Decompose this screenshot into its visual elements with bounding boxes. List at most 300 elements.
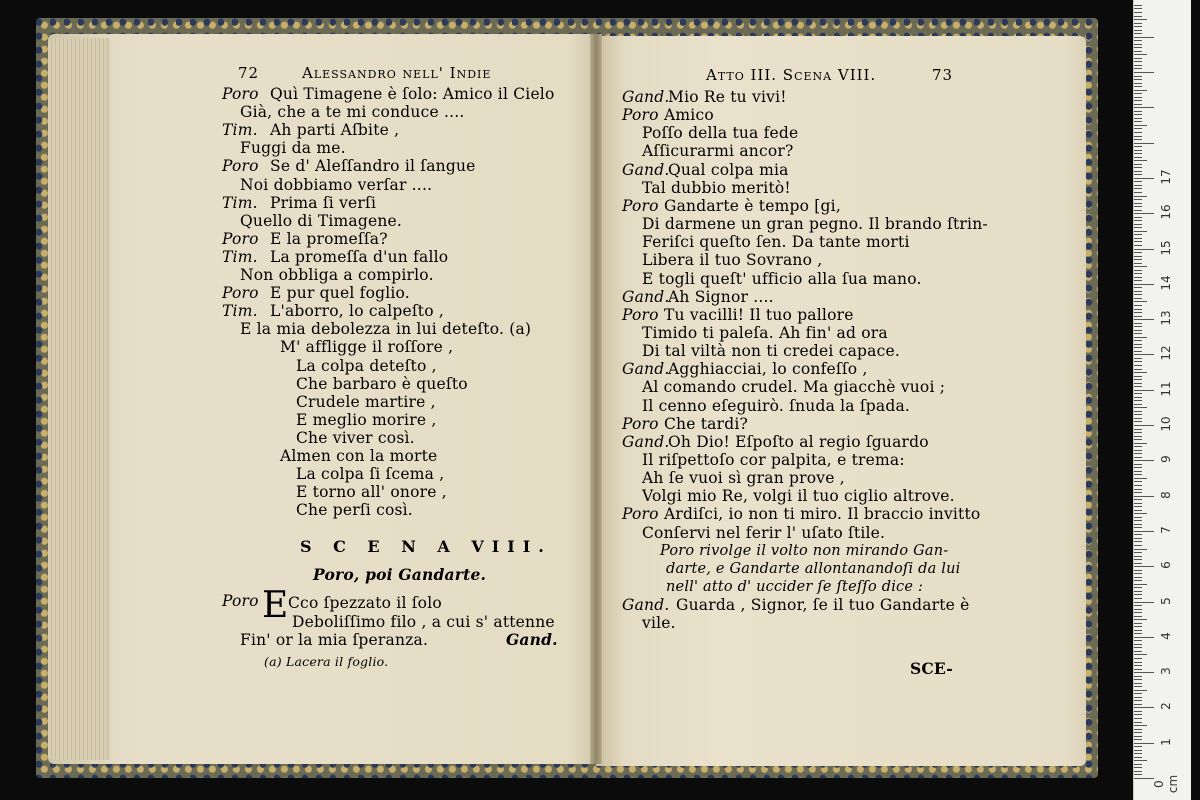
ruler-tick (1134, 492, 1142, 493)
aria-line: La colpa deteſto , (296, 357, 437, 375)
ruler-tick (1134, 238, 1142, 239)
ruler-tick (1134, 326, 1142, 327)
ruler-tick (1134, 700, 1142, 701)
ruler-tick (1134, 771, 1142, 772)
dialogue-line: Timido ti paleſa. Ah fin' ad ora (642, 324, 888, 342)
ruler-tick (1134, 323, 1142, 324)
ruler-tick (1134, 443, 1147, 444)
ruler-tick (1134, 213, 1154, 214)
dialogue-line: Libera il tuo Sovrano , (642, 251, 823, 269)
speaker-label: Poro (222, 85, 259, 103)
ruler-tick (1134, 559, 1142, 560)
ruler-tick (1134, 160, 1147, 161)
aria-line: E torno all' onore , (296, 483, 447, 501)
ruler-label: 17 (1159, 169, 1173, 185)
page-number-left: 72 (238, 64, 260, 82)
ruler-tick (1134, 8, 1142, 9)
ruler-tick (1134, 513, 1147, 514)
aria-line: M' affligge il roſſore , (280, 338, 454, 356)
ruler-tick (1134, 347, 1142, 348)
dialogue-line: Il riſpettoſo cor palpita, e trema: (642, 451, 905, 469)
ruler-tick (1134, 510, 1142, 511)
ruler-tick (1134, 591, 1142, 592)
ruler-tick (1134, 44, 1142, 45)
speaker-label: Gand. (622, 433, 670, 451)
ruler-tick (1134, 397, 1142, 398)
dialogue-line: Agghiacciai, lo confeſſo , (668, 360, 868, 378)
ruler-tick (1134, 605, 1142, 606)
ruler-tick (1134, 672, 1154, 673)
ruler-tick (1134, 72, 1154, 73)
ruler-tick (1134, 139, 1142, 140)
ruler-tick (1134, 61, 1142, 62)
ruler-tick (1134, 503, 1142, 504)
page-edges (48, 38, 110, 760)
ruler-tick (1134, 340, 1142, 341)
ruler-tick (1134, 425, 1154, 426)
ruler-tick (1134, 598, 1142, 599)
ruler-tick (1134, 626, 1142, 627)
ruler-tick (1134, 280, 1142, 281)
ruler-tick (1134, 241, 1142, 242)
ruler-tick (1134, 68, 1142, 69)
ruler-label: 4 (1159, 632, 1173, 640)
speaker-label: Poro (222, 284, 259, 302)
ruler-label: 2 (1159, 702, 1173, 710)
ruler-label: 5 (1159, 597, 1173, 605)
ruler-tick (1134, 132, 1142, 133)
ruler-tick (1134, 647, 1142, 648)
ruler-tick (1134, 722, 1142, 723)
aria-line: Che barbaro è queſto (296, 375, 468, 393)
ruler-tick (1134, 330, 1142, 331)
ruler-tick (1134, 16, 1142, 17)
ruler-tick (1134, 517, 1142, 518)
aria-line: Che viver così. (296, 429, 415, 447)
ruler-tick (1134, 337, 1147, 338)
ruler-tick (1134, 93, 1142, 94)
ruler-tick (1134, 23, 1142, 24)
ruler-label: 3 (1159, 667, 1173, 675)
dialogue-line: Gandarte è tempo [gi, (664, 197, 841, 215)
ruler-tick (1134, 651, 1142, 652)
dialogue-line: E la mia debolezza in lui deteſto. (a) (240, 320, 532, 338)
ruler-tick (1134, 767, 1142, 768)
ruler-tick (1134, 344, 1142, 345)
ruler-tick (1134, 552, 1142, 553)
dialogue-line: Poſſo della tua fede (642, 124, 799, 142)
ruler-tick (1134, 181, 1142, 182)
ruler-tick (1134, 531, 1154, 532)
ruler-tick (1134, 665, 1142, 666)
ruler-tick (1134, 499, 1142, 500)
dialogue-line: Fin' or la mia ſperanza. (240, 631, 429, 649)
dialogue-line: E togli queſt' ufficio alla ſua mano. (642, 270, 922, 288)
ruler-tick (1134, 760, 1147, 761)
ruler-tick (1134, 743, 1154, 744)
ruler-tick (1134, 541, 1142, 542)
dialogue-line: Non obbliga a compirlo. (240, 266, 434, 284)
ruler-label: 15 (1159, 240, 1173, 256)
ruler-tick (1134, 602, 1154, 603)
ruler-tick (1134, 757, 1142, 758)
ruler-tick (1134, 273, 1142, 274)
ruler-tick (1134, 12, 1142, 13)
speaker-label: Poro (622, 106, 659, 124)
ruler-tick (1134, 386, 1142, 387)
ruler-tick (1134, 616, 1142, 617)
dialogue-line: vile. (642, 614, 676, 632)
ruler-tick (1134, 676, 1142, 677)
dialogue-line: Aſſicurarmi ancor? (642, 142, 794, 160)
dialogue-line: Prima ſi verſi (270, 194, 377, 212)
ruler-tick (1134, 97, 1142, 98)
ruler-tick (1134, 351, 1142, 352)
ruler-tick (1134, 107, 1154, 108)
dialogue-line: La promeſſa d'un fallo (270, 248, 449, 266)
ruler-tick (1134, 496, 1154, 497)
measuring-ruler (1133, 0, 1191, 800)
dialogue-line: Ah parti Aſbite , (270, 121, 400, 139)
ruler-tick (1134, 474, 1142, 475)
ruler-tick (1134, 432, 1142, 433)
ruler-tick (1134, 47, 1142, 48)
ruler-tick (1134, 446, 1142, 447)
ruler-tick (1134, 707, 1154, 708)
ruler-tick (1134, 19, 1147, 20)
ruler-tick (1134, 662, 1142, 663)
ruler-tick (1134, 457, 1142, 458)
ruler-tick (1134, 718, 1142, 719)
aria-line: E meglio morire , (296, 411, 437, 429)
ruler-tick (1134, 305, 1142, 306)
ruler-tick (1134, 520, 1142, 521)
ruler-tick (1134, 157, 1142, 158)
ruler-tick (1134, 467, 1142, 468)
speaker-label: Tim. (222, 194, 258, 212)
drop-capital: E (262, 585, 289, 626)
ruler-tick (1134, 291, 1142, 292)
ruler-tick (1134, 481, 1142, 482)
page-number-right: 73 (932, 66, 954, 84)
ruler-tick (1134, 136, 1142, 137)
ruler-tick (1134, 294, 1142, 295)
ruler-tick (1134, 37, 1154, 38)
stage-direction: darte, e Gandarte allontanandoſi da lui (666, 561, 961, 577)
ruler-tick (1134, 79, 1142, 80)
ruler-tick (1134, 358, 1142, 359)
ruler-tick (1134, 287, 1142, 288)
speaker-label: Tim. (222, 121, 258, 139)
dialogue-line: Ardiſci, io non ti miro. Il braccio invitto (664, 505, 981, 523)
ruler-tick (1134, 418, 1142, 419)
ruler-tick (1134, 729, 1142, 730)
ruler-tick (1134, 527, 1142, 528)
ruler-tick (1134, 125, 1147, 126)
dialogue-line: E pur quel foglio. (270, 284, 410, 302)
ruler-tick (1134, 128, 1142, 129)
ruler-tick (1134, 478, 1147, 479)
dialogue-line: Al comando crudel. Ma giacchè vuoi ; (642, 378, 946, 396)
ruler-tick (1134, 114, 1142, 115)
ruler-tick (1134, 471, 1142, 472)
ruler-tick (1134, 199, 1142, 200)
ruler-tick (1134, 390, 1154, 391)
ruler-tick (1134, 563, 1142, 564)
ruler-tick (1134, 489, 1142, 490)
ruler-tick (1134, 619, 1147, 620)
ruler-tick (1134, 697, 1142, 698)
ruler-label: 1 (1159, 738, 1173, 746)
ruler-tick (1134, 746, 1142, 747)
ruler-tick (1134, 58, 1142, 59)
ruler-tick (1134, 90, 1147, 91)
dialogue-line: Che tardi? (664, 415, 749, 433)
speaker-label: Gand. (622, 161, 670, 179)
ruler-tick (1134, 580, 1142, 581)
ruler-tick (1134, 298, 1142, 299)
ruler-label: 16 (1159, 204, 1173, 220)
ruler-tick (1134, 538, 1142, 539)
ruler-tick (1134, 573, 1142, 574)
ruler-tick (1134, 450, 1142, 451)
book-gutter (590, 34, 602, 764)
ruler-tick (1134, 210, 1142, 211)
ruler-tick (1134, 485, 1142, 486)
ruler-tick (1134, 153, 1142, 154)
ruler-tick (1134, 167, 1142, 168)
speaker-label: Poro (622, 197, 659, 215)
ruler-label: 10 (1159, 416, 1173, 432)
ruler-tick (1134, 316, 1142, 317)
ruler-label: 11 (1159, 381, 1173, 397)
ruler-tick (1134, 506, 1142, 507)
speaker-label: Tim. (222, 302, 258, 320)
ruler-tick (1134, 284, 1154, 285)
ruler-tick (1134, 594, 1142, 595)
ruler-tick (1134, 725, 1147, 726)
ruler-tick (1134, 224, 1142, 225)
ruler-tick (1134, 270, 1142, 271)
dialogue-line: Volgi mio Re, volgi il tuo ciglio altrove. (642, 487, 955, 505)
ruler-tick (1134, 146, 1142, 147)
ruler-tick (1134, 361, 1142, 362)
ruler-tick (1134, 584, 1147, 585)
ruler-tick (1134, 65, 1142, 66)
ruler-tick (1134, 411, 1142, 412)
ruler-tick (1134, 86, 1142, 87)
dialogue-line: Se d' Aleſſandro il ſangue (270, 157, 476, 175)
ruler-tick (1134, 54, 1147, 55)
ruler-tick (1134, 711, 1142, 712)
dialogue-line: Ah Signor .... (668, 288, 774, 306)
running-head-left: Alessandro nell' Indie (302, 64, 492, 82)
ruler-tick (1134, 206, 1142, 207)
ruler-tick (1134, 570, 1142, 571)
ruler-tick (1134, 421, 1142, 422)
dialogue-line: E la promeſſa? (270, 230, 388, 248)
ruler-tick (1134, 192, 1142, 193)
ruler-tick (1134, 714, 1142, 715)
ruler-tick (1134, 693, 1142, 694)
ruler-label: 0 cm (1152, 774, 1180, 794)
dialogue-line: Feriſci queſto ſen. Da tante morti (642, 233, 910, 251)
ruler-tick (1134, 249, 1154, 250)
dialogue-line: L'aborro, lo calpeſto , (270, 302, 444, 320)
ruler-tick (1134, 171, 1142, 172)
dialogue-line: Già, che a te mi conduce .... (240, 103, 465, 121)
ruler-tick (1134, 174, 1142, 175)
ruler-tick (1134, 277, 1142, 278)
speaker-label: Poro (622, 415, 659, 433)
ruler-tick (1134, 220, 1142, 221)
aria-line: Crudele martire , (296, 393, 436, 411)
dialogue-line: Tal dubbio meritò! (642, 179, 791, 197)
ruler-tick (1134, 400, 1142, 401)
aria-line: La colpa ſi ſcema , (296, 465, 445, 483)
ruler-tick (1134, 354, 1154, 355)
ruler-tick (1134, 185, 1142, 186)
dialogue-line: Di tal viltà non ti credei capace. (642, 342, 900, 360)
ruler-tick (1134, 753, 1142, 754)
ruler-tick (1134, 245, 1142, 246)
ruler-tick (1134, 51, 1142, 52)
ruler-tick (1134, 369, 1142, 370)
ruler-tick (1134, 633, 1142, 634)
ruler-tick (1134, 640, 1142, 641)
ruler-tick (1134, 383, 1142, 384)
ruler-tick (1134, 630, 1142, 631)
speaker-label: Gand. (622, 596, 670, 614)
ruler-tick (1134, 196, 1147, 197)
ruler-tick (1134, 644, 1142, 645)
ruler-tick (1134, 545, 1142, 546)
speaker-label: Poro (222, 230, 259, 248)
ruler-tick (1134, 76, 1142, 77)
dialogue-line: Qual colpa mia (668, 161, 789, 179)
ruler-tick (1134, 33, 1142, 34)
ruler-tick (1134, 143, 1154, 144)
ruler-label: 12 (1159, 345, 1173, 361)
ruler-tick (1134, 234, 1142, 235)
dialogue-line: Oh Dio! Eſpoſto al regio ſguardo (668, 433, 929, 451)
ruler-tick (1134, 429, 1142, 430)
ruler-label: 14 (1159, 275, 1173, 291)
ruler-tick (1134, 256, 1142, 257)
dialogue-line: Deboliſſimo filo , a cui s' attenne (292, 613, 555, 631)
speaker-label: Gand. (622, 288, 670, 306)
ruler-tick (1134, 30, 1142, 31)
ruler-tick (1134, 774, 1142, 775)
dialogue-line: Di darmene un gran pegno. Il brando ſtrin- (642, 215, 988, 233)
ruler-tick (1134, 460, 1154, 461)
ruler-tick (1134, 333, 1142, 334)
ruler-tick (1134, 309, 1142, 310)
ruler-tick (1134, 111, 1142, 112)
ruler-tick (1134, 376, 1142, 377)
ruler-tick (1134, 612, 1142, 613)
ruler-tick (1134, 121, 1142, 122)
catchword-left: Gand. (506, 630, 558, 649)
ruler-tick (1134, 436, 1142, 437)
catchword-right: SCE- (910, 659, 953, 678)
speaker-label: Poro (622, 505, 659, 523)
ruler-tick (1134, 118, 1142, 119)
ruler-label: 13 (1159, 310, 1173, 326)
ruler-tick (1134, 669, 1142, 670)
ruler-label: 6 (1159, 561, 1173, 569)
ruler-tick (1134, 524, 1142, 525)
ruler-label: 8 (1159, 491, 1173, 499)
speaker-label: Poro (622, 306, 659, 324)
ruler-tick (1134, 778, 1154, 779)
ruler-label: 9 (1159, 455, 1173, 463)
ruler-tick (1134, 266, 1147, 267)
dialogue-line: Il cenno eſeguirò. ſnuda la ſpada. (642, 397, 911, 415)
ruler-tick (1134, 203, 1142, 204)
ruler-tick (1134, 658, 1142, 659)
dialogue-line: Guarda , Signor, ſe il tuo Gandarte è (676, 596, 970, 614)
ruler-tick (1134, 231, 1147, 232)
dialogue-line: Cco ſpezzato il ſolo (288, 594, 442, 612)
speaker-label: Gand. (622, 360, 670, 378)
ruler-tick (1134, 379, 1142, 380)
ruler-tick (1134, 393, 1142, 394)
ruler-tick (1134, 739, 1142, 740)
ruler-tick (1134, 217, 1142, 218)
ruler-tick (1134, 404, 1142, 405)
footnote: (a) Lacera il foglio. (264, 654, 389, 669)
ruler-tick (1134, 654, 1147, 655)
ruler-tick (1134, 100, 1142, 101)
ruler-tick (1134, 577, 1142, 578)
aria-line: Che perſi così. (296, 501, 413, 519)
ruler-tick (1134, 587, 1142, 588)
ruler-tick (1134, 164, 1142, 165)
dialogue-line: Conſervi nel ferir l' uſato ſtile. (642, 524, 886, 542)
stage-direction: nell' atto d' uccider ſe ſteſſo dice : (666, 579, 924, 595)
ruler-tick (1134, 40, 1142, 41)
ruler-tick (1134, 5, 1142, 6)
dialogue-line: Quì Timagene è ſolo: Amico il Cielo (270, 85, 555, 103)
ruler-tick (1134, 365, 1142, 366)
ruler-tick (1134, 26, 1142, 27)
speaker-label: Gand. (622, 88, 670, 106)
scene-characters: Poro, poi Gandarte. (313, 565, 487, 584)
ruler-tick (1134, 566, 1154, 567)
ruler-tick (1134, 549, 1147, 550)
ruler-tick (1134, 372, 1147, 373)
ruler-tick (1134, 623, 1142, 624)
dialogue-line: Tu vacilli! Il tuo pallore (664, 306, 854, 324)
speaker-label: Tim. (222, 248, 258, 266)
ruler-tick (1134, 704, 1142, 705)
dialogue-line: Amico (664, 106, 714, 124)
ruler-tick (1134, 319, 1154, 320)
speaker-label: Poro (222, 157, 259, 175)
ruler-tick (1134, 764, 1142, 765)
ruler-tick (1134, 263, 1142, 264)
stage-direction: Poro rivolge il volto non mirando Gan- (660, 543, 949, 559)
ruler-tick (1134, 178, 1154, 179)
ruler-tick (1134, 188, 1142, 189)
ruler-tick (1134, 301, 1147, 302)
ruler-tick (1134, 252, 1142, 253)
dialogue-line: Quello di Timagene. (240, 212, 403, 230)
ruler-tick (1134, 414, 1142, 415)
ruler-tick (1134, 750, 1142, 751)
ruler-tick (1134, 439, 1142, 440)
